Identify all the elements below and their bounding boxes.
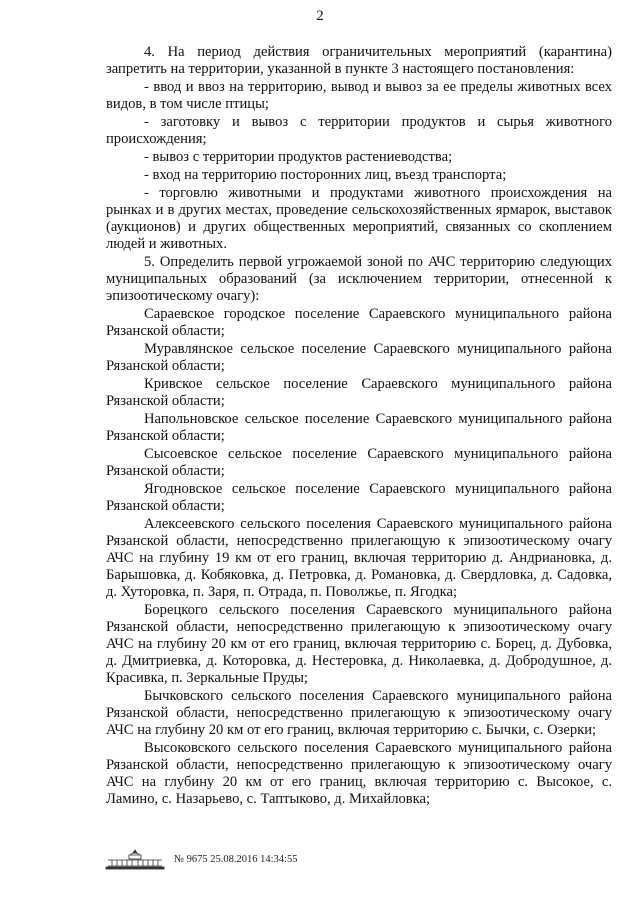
paragraph-item-5: 5. Определить первой угрожаемой зоной по АЧС территорию следующих муниципальных образований (за исключением территории, отнесенной к эпизоотическому очагу): — [106, 254, 612, 304]
registration-number: № 9675 25.08.2016 14:34:55 — [174, 853, 298, 865]
list-item: Сараевское городское поселение Сараевского муниципального района Рязанской области; — [106, 306, 612, 339]
list-item: - торговлю животными и продуктами животного происхождения на рынках и в других местах, проведение сельскохозяйственных ярмарок, выставок (аукционов) и других общественных мероприятий, связанных со скоплением людей и животных. — [106, 185, 612, 252]
list-item: Муравлянское сельское поселение Сараевского муниципального района Рязанской области; — [106, 341, 612, 374]
list-item: Напольновское сельское поселение Сараевского муниципального района Рязанской области; — [106, 411, 612, 444]
list-item: - ввод и ввоз на территорию, вывод и вывоз за ее пределы животных всех видов, в том числе птицы; — [106, 79, 612, 112]
list-item: - вход на территорию посторонних лиц, въезд транспорта; — [144, 167, 507, 183]
list-item: Высоковского сельского поселения Сараевского муниципального района Рязанской области, непосредственно прилегающую к эпизоотическому очагу АЧС на глубину 20 км от его границ, включая территорию с. Высокое, с. Ламино, с. Назарьево, с. Таптыково, д. Михайловка; — [106, 740, 612, 807]
registration-footer — [104, 848, 297, 870]
list-item: - вывоз с территории продуктов растениеводства; — [144, 149, 453, 165]
list-item: - заготовку и вывоз с территории продуктов и сырья животного происхождения; — [106, 114, 612, 147]
page-number: 2 — [316, 8, 324, 24]
list-item: Сысоевское сельское поселение Сараевского муниципального района Рязанской области; — [106, 446, 612, 479]
document-body — [106, 44, 612, 809]
list-item: Кривское сельское поселение Сараевского муниципального района Рязанской области; — [106, 376, 612, 409]
list-item: Ягодновское сельское поселение Сараевского муниципального района Рязанской области; — [106, 481, 612, 514]
list-item: Алексеевского сельского поселения Сараевского муниципального района Рязанской области, непосредственно прилегающую к эпизоотическому очагу АЧС на глубину 19 км от его границ, включая территорию д. Андриановка, д. Барышовка, д. Кобяковка, д. Петровка, д. Романовка, д. Свердловка, д. Садовка, д. Хуторовка, п. Заря, п. Отрада, п. Поволжье, п. Ягодка; — [106, 516, 612, 600]
paragraph-item-4: 4. На период действия ограничительных мероприятий (карантина) запретить на территории, указанной в пункте 3 настоящего постановления: — [106, 44, 612, 77]
list-item: Бычковского сельского поселения Сараевского муниципального района Рязанской области, непосредственно прилегающую к эпизоотическому очагу АЧС на глубину 20 км от его границ, включая территорию с. Бычки, с. Озерки; — [106, 688, 612, 738]
government-building-icon — [104, 848, 166, 870]
list-item: Борецкого сельского поселения Сараевского муниципального района Рязанской области, непосредственно прилегающую к эпизоотическому очагу АЧС на глубину 20 км от его границ, включая территорию с. Борец, д. Дубовка, д. Дмитриевка, д. Которовка, д. Нестеровка, д. Николаевка, д. Добродушное, д. Красивка, п. Зеркальные Пруды; — [106, 602, 612, 686]
